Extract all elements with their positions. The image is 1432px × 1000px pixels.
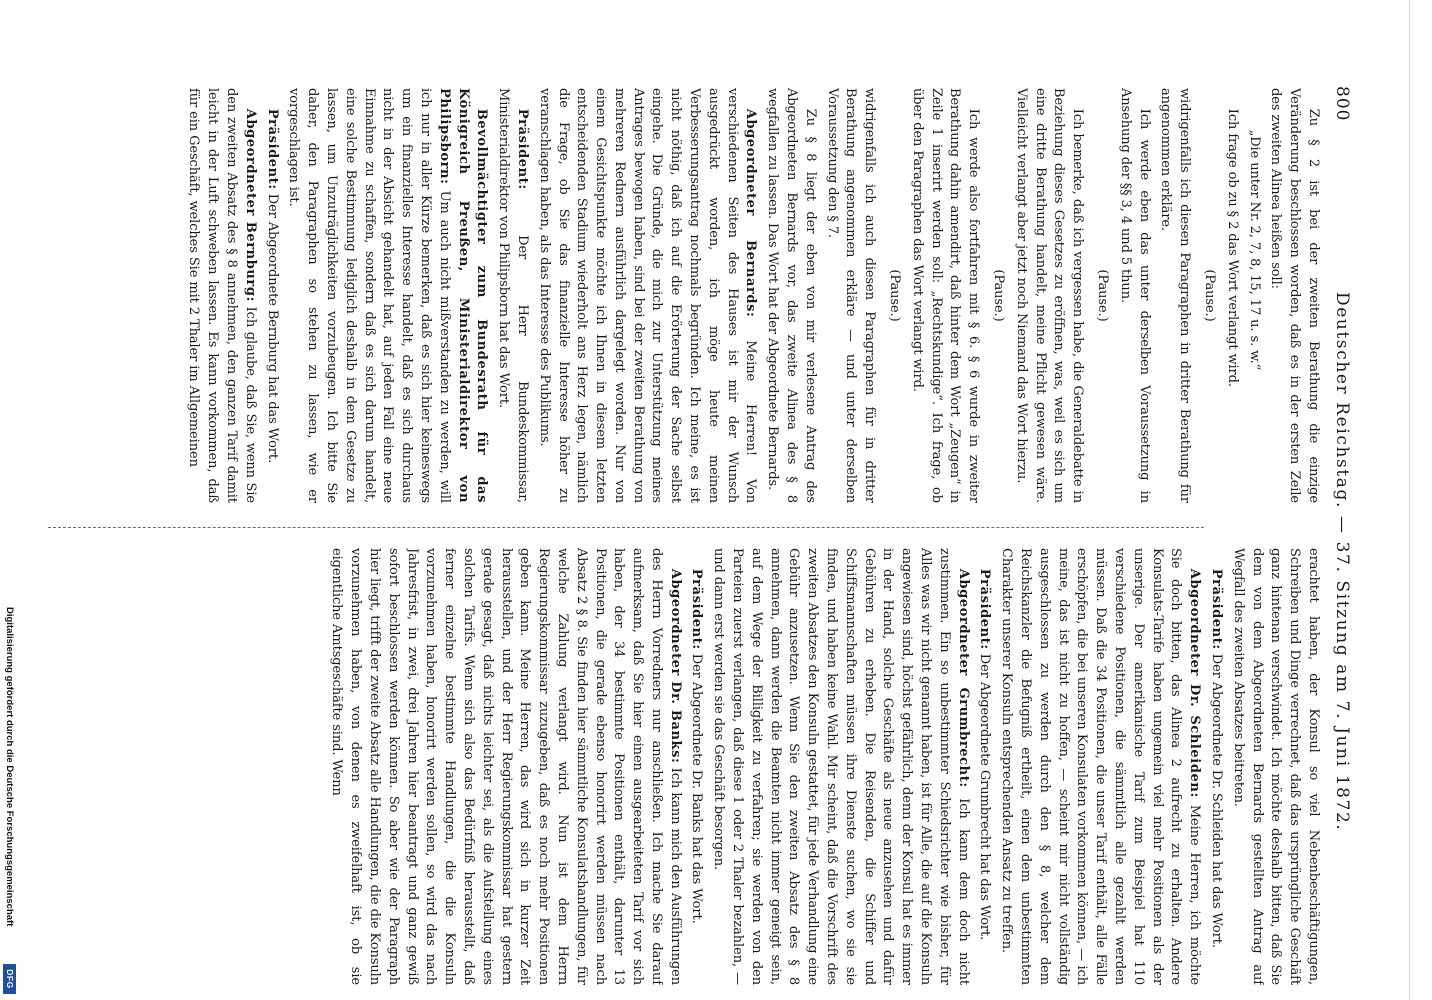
- paragraph-text: Ich frage ob zu § 2 das Wort verlangt wird.: [1224, 108, 1240, 387]
- speech-paragraph: [975, 548, 994, 985]
- digitization-credit: Digitalisierung gefördert durch die Deutsche Forschungsgemeinschaft: [4, 607, 15, 927]
- page-number: 800: [1332, 86, 1352, 122]
- speech-paragraph: [262, 88, 281, 503]
- pause-note: [1199, 88, 1218, 503]
- paragraph-text: „Die unter Nr. 2, 7, 8, 15, 17 u. s. w.“: [1246, 129, 1262, 371]
- paragraph: [1115, 88, 1153, 503]
- paragraph-text: widrigenfalls ich diesen Paragraphen in dritter Berathung für angenommen erkläre.: [1158, 88, 1193, 503]
- running-head: Deutscher Reichstag. — 37. Sitzung am 7. Juni 1872.: [1332, 292, 1352, 832]
- speaker-name: Abgeordneter Grumbrecht:: [955, 568, 971, 788]
- speech-paragraph: [284, 88, 491, 503]
- paragraph: [762, 88, 818, 503]
- speech-paragraph: [709, 548, 972, 985]
- speech-text: Der Abgeordnete Dr. Schleiden hat das Wort.: [1209, 653, 1225, 948]
- speaker-name: Präsident:: [1209, 568, 1225, 650]
- speech-text: Ich kann dem doch nicht zustimmen. Ein so unbestimmter Schiedsrichter wie bisher, für Alles was wir nicht genannt haben, ist für Alle, die auf die Konsuln angewiesen sind, höchst gefährlich, denn der Konsul hat es immer in der Hand, solche Geschäfte als neue anzusehen und dafür Gebühren zu erheben. Die Reisenden, die Schiffer und Schiffsmannschaften müssen ihre Dienste suchen, wo sie sie finden, und haben keine Wahl. Mir scheint, daß die Vorschrift des zweiten Absatzes den Konsuln gestattet, für jede Verhandlung eine Gebühr anzusetzen. Wenn Sie den zweiten Absatz des § 8 annehmen, dann werden die Beamten nicht immer geneigt sein, auf dem Wege der Billigkeit zu verfahren; sie werden von den Parteien zuerst verlangen, daß diese 1 oder 2 Thaler bezahlen, — und dann erst werden sie das Geschäft besorgen.: [711, 548, 971, 985]
- speaker-name: Abgeordneter Dr. Banks:: [667, 568, 683, 764]
- paragraph-text: Ich werde eben das unter derselben Voraussetzung in Ansehung der §§ 3, 4 und 5 thun.: [1117, 88, 1152, 503]
- speech-paragraph: [184, 88, 259, 503]
- paragraph-text: widrigenfalls ich auch diesen Paragraphen für in dritter Berathung angenommen erkläre — und unter derselben Voraussetzung den § 7.: [824, 88, 878, 503]
- paragraph: [1266, 88, 1322, 503]
- speech-paragraph: [493, 88, 531, 503]
- speech-text: Der Abgeordnete Bernburg hat das Wort.: [264, 193, 280, 464]
- paragraph-text: Ich werde also fortfahren mit § 6. § 6 wurde in zweiter Berathung dahin amendirt, daß hinter dem Wort „Zeugen“ in Zeile 1 inserirt werden soll: „Rechtskundige“. Ich frage, ob über den Paragraphen das Wort verlangt wird.: [909, 88, 982, 503]
- speaker-name: Präsident:: [264, 108, 280, 190]
- speaker-name: Abgeordneter Bernards:: [743, 108, 759, 318]
- speech-text: Meine Herren, ich möchte Sie doch bitten, das Alinea 2 aufrecht zu erhalten. Andere Konsulats-Tarife haben ungemein viel mehr Positionen als der unserige. Der amerikanische Tarif zum Beispiel hat 110 verschiedene Positionen, die sämmtlich alle gezahlt werden müssen. Daß die 34 Positionen, die unser Tarif enthält, alle Fälle erschöpfen, die bei unseren Konsulaten vorkommen können, — ich meine, das ist nicht zu hoffen, — scheint mir nicht vollständig ausgeschlossen zu werden durch den § 8, welcher dem Reichskanzler die Befugniß ertheilt, einen dem unbestimmten Charakter unserer Konsuln entsprechenden Ansatz zu treffen.: [999, 548, 1203, 985]
- pause-note: [1092, 88, 1111, 503]
- speech-text: Der Herr Bundeskommissar, Ministerialdirektor von Philipsborn hat das Wort.: [496, 88, 530, 503]
- paragraph-text: Zu § 8 liegt der eben von mir verlesene Antrag des Abgeordneten Bernards vor, das zweite Alinea des § 8 wegfallen zu lassen. Das Wort hat der Abgeordnete Bernards.: [765, 88, 818, 503]
- speaker-name: Bevollmächtigter zum Bundesrath für das Königreich Preußen, Ministerialdirektor von Philipsborn:: [436, 88, 490, 503]
- speech-text: Ich glaube, daß Sie, wenn Sie den zweiten Absatz des § 8 annehmen, den ganzen Tarif damit leicht in der Luft schweben lassen. Es kann vorkommen, daß für ein Geschäft, welches Sie mit 2 Thaler im Allgemeinen: [186, 88, 258, 503]
- paragraph: [1156, 88, 1194, 503]
- speech-paragraph: [534, 88, 760, 503]
- speaker-name: Präsident:: [514, 108, 530, 190]
- text-column-left: [50, 88, 1322, 503]
- paragraph-text: Ich bemerke, daß ich vergessen habe, die Generaldebatte in Beziehung dieses Gesetzes zu eröffnen, was, weil es sich um eine dritte Berathung handelt, meine Pflicht gewesen wäre. Vielleicht verlangt aber jetzt noch Niemand das Wort hierzu.: [1013, 88, 1086, 503]
- column-divider: [48, 527, 1204, 528]
- text-column-right: [50, 548, 1322, 985]
- speaker-name: Präsident:: [689, 568, 705, 650]
- pause-text: (Pause.): [991, 269, 1007, 322]
- paragraph: [822, 88, 878, 503]
- pause-note: [988, 88, 1007, 503]
- speech-text: Der Abgeordnete Dr. Banks hat das Wort.: [689, 653, 705, 924]
- paragraph: [907, 88, 982, 503]
- pause-text: (Pause.): [887, 269, 903, 322]
- speaker-name: Abgeordneter Bernburg:: [242, 108, 258, 302]
- speech-paragraph: [687, 548, 706, 985]
- dfg-logo: DFG: [3, 964, 16, 994]
- paragraph: [1228, 548, 1322, 985]
- speech-text: Meine Herren! Von verschiedenen Seiten des Hauses ist mir der Wunsch ausgedrückt worden, ich möge heute meinen Verbesserungsantrag nochmals begründen. Ich meine, es ist nicht nöthig, daß ich auf die Erörterung der Sache selbst eingehe. Die Gründe, die mich zur Unterstützung meines Antrages bewogen haben, sind bei der zweiten Berathung von mehreren Rednern ausführlich dargelegt worden. Nur von einem Gesichtspunkte möchte ich Ihnen in diesem letzten entscheidenden Stadium wiederholt ans Herz legen, nämlich die Frage, ob Sie das finanzielle Interesse höher zu veranschlagen haben, als das Interesse des Publikums.: [536, 88, 759, 503]
- speech-text: Ich kann mich den Ausführungen des Herrn Vorredners nur anschließen. Ich mache Sie darauf aufmerksam, daß Sie hier einen ausgearbeiteten Tarif vor sich haben, der 34 bestimmte Positionen enthält, darunter 13 Positionen, die gerade ebenso honorirt werden müssen nach Absatz 2 § 8. Sie finden hier sämmtliche Konsulatshandlungen, für welche Zahlung verlangt wird. Nun ist dem Herrn Regierungskommissar zuzugeben, daß es noch mehr Positionen geben kann. Meine Herren, das wird sich in kurzer Zeit herausstellen, und der Herr Regierungskommissar hat gestern gerade gesagt, daß nichts leichter sei, als die Aufstellung eines solchen Tarifs. Wenn sich also das Bedürfniß herausstellt, daß ferner einzelne bestimmte Handlungen, die die Konsuln vorzunehmen haben, honorirt werden sollen, so wird das nach Jahresfrist, in zwei, drei Jahren hier beantragt und ganz gewiß sofort beschlossen werden können. So aber wie der Paragraph hier liegt, trifft der zweite Absatz alle Handlungen, die die Konsuln vorzunehmen haben, von denen es zweifelhaft ist, ob sie eigentliche Amtsgeschäfte sind. Wenn: [329, 548, 683, 985]
- speech-text: Um auch nicht mißverstanden zu werden, will ich nur in aller Kürze bemerken, daß es sich hier keineswegs um ein finanzielles Interesse handelt, daß es sich durchaus nicht in der Absicht gehandelt hat, auf jeden Fall eine neue Einnahme zu schaffen, sondern daß es sich darum handelt, eine solche Bestimmung lediglich deshalb in dem Gesetze zu lassen, um Unzuträglichkeiten vorzubeugen. Ich bitte Sie daher, den Paragraphen so stehen zu lassen, wie er vorgeschlagen ist.: [286, 88, 452, 503]
- paragraph: [1011, 88, 1086, 503]
- speech-paragraph: [327, 548, 684, 985]
- pause-note: [884, 88, 903, 503]
- pause-text: (Pause.): [1202, 269, 1218, 322]
- quoted-line: [1244, 88, 1263, 503]
- speech-paragraph: [1206, 548, 1225, 985]
- paragraph-text: erachtet haben, der Konsul so viel Nebenbeschäftigungen, Schreiben und Dinge verrechnet, daß das ursprüngliche Geschäft ganz hintenan verschwindet. Ich möchte deshalb bitten, daß Sie dem von dem Abgeordneten Bernards gestellten Antrag auf Wegfall des zweiten Absatzes beitreten.: [1230, 548, 1321, 985]
- pause-text: (Pause.): [1095, 269, 1111, 322]
- paragraph-text: Zu § 2 ist bei der zweiten Berathung die einzige Veränderung beschlossen worden, daß es in der ersten Zeile des zweiten Alinea heißen soll:: [1268, 88, 1321, 503]
- speaker-name: Abgeordneter Dr. Schleiden:: [1187, 568, 1203, 798]
- scan-edge-line: [1409, 0, 1410, 1000]
- speech-paragraph: [996, 548, 1203, 985]
- speech-text: Der Abgeordnete Grumbrecht hat das Wort.: [977, 653, 993, 941]
- speaker-name: Präsident:: [977, 568, 993, 650]
- paragraph: [1222, 88, 1241, 503]
